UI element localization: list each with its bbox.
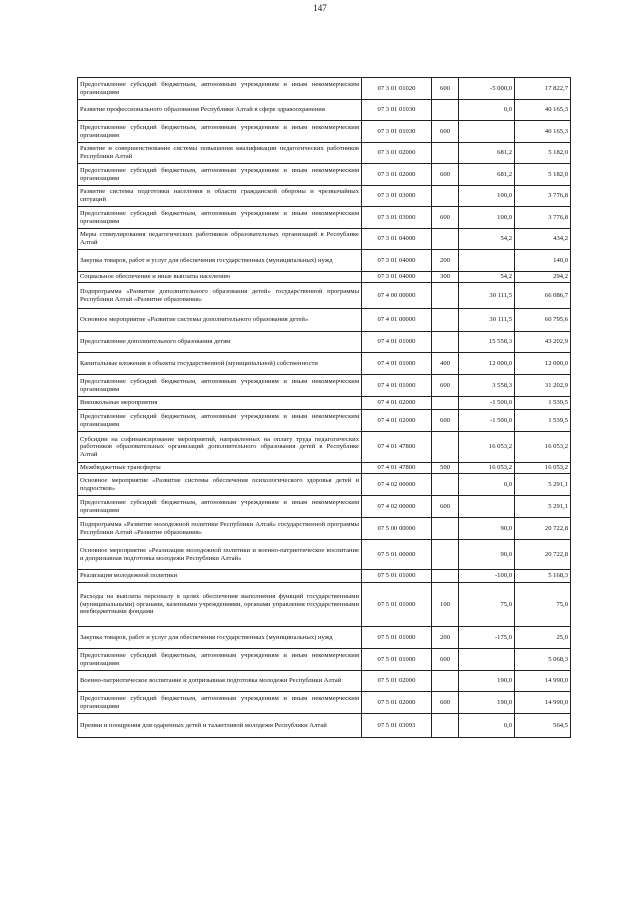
row-total: 5 182,0 xyxy=(515,143,571,164)
row-expense-type: 600 xyxy=(432,78,459,100)
row-total: 14 990,0 xyxy=(515,692,571,714)
row-total: 17 822,7 xyxy=(515,78,571,100)
row-total: 3 776,8 xyxy=(515,186,571,207)
row-code: 07 3 01 03000 xyxy=(362,186,432,207)
row-code: 07 5 01 02000 xyxy=(362,692,432,714)
row-total: 294,2 xyxy=(515,272,571,283)
row-name: Развитие системы подготовки населения в области гражданской обороны и чрезвычайных ситуаций xyxy=(78,186,362,207)
row-code: 07 3 01 04000 xyxy=(362,272,432,283)
table-row xyxy=(78,353,571,375)
row-change: -5 000,0 xyxy=(459,78,515,100)
row-expense-type xyxy=(432,309,459,332)
row-total: 40 165,3 xyxy=(515,100,571,121)
row-change: 75,0 xyxy=(459,583,515,627)
row-name: Основное мероприятие «Развитие системы обеспечения психологического здоровья детей и подростков» xyxy=(78,474,362,496)
table-row xyxy=(78,250,571,272)
row-expense-type: 600 xyxy=(432,375,459,397)
row-code: 07 5 01 01000 xyxy=(362,649,432,671)
row-name: Межбюджетные трансферты xyxy=(78,463,362,474)
row-code: 07 3 01 04000 xyxy=(362,250,432,272)
row-change: -100,0 xyxy=(459,570,515,583)
row-change: 100,0 xyxy=(459,207,515,229)
row-expense-type: 300 xyxy=(432,272,459,283)
row-total: 3 776,8 xyxy=(515,207,571,229)
row-expense-type xyxy=(432,186,459,207)
row-expense-type: 600 xyxy=(432,164,459,186)
row-total: 1 539,5 xyxy=(515,410,571,432)
row-total: 14 990,0 xyxy=(515,671,571,692)
row-name: Закупка товаров, работ и услуг для обеспечения государственных (муниципальных) нужд xyxy=(78,627,362,649)
row-expense-type: 600 xyxy=(432,692,459,714)
row-name: Предоставление дополнительного образования детям xyxy=(78,332,362,353)
row-expense-type xyxy=(432,432,459,463)
row-code: 07 4 01 47800 xyxy=(362,463,432,474)
table-row xyxy=(78,283,571,309)
row-total: 1 539,5 xyxy=(515,397,571,410)
row-name: Меры стимулирования педагогических работников образовательных организаций в Республике Алтай xyxy=(78,229,362,250)
row-code: 07 3 01 02000 xyxy=(362,143,432,164)
row-expense-type: 600 xyxy=(432,121,459,143)
row-name: Предоставление субсидий бюджетным, автономным учреждениям и иным некоммерческим организациям xyxy=(78,121,362,143)
row-name: Предоставление субсидий бюджетным, автономным учреждениям и иным некоммерческим организациям xyxy=(78,496,362,518)
row-name: Предоставление субсидий бюджетным, автономным учреждениям и иным некоммерческим организациям xyxy=(78,649,362,671)
row-code: 07 5 01 01000 xyxy=(362,627,432,649)
row-change xyxy=(459,649,515,671)
table-row xyxy=(78,375,571,397)
row-change: 0,0 xyxy=(459,474,515,496)
table-row xyxy=(78,671,571,692)
row-total: 12 000,0 xyxy=(515,353,571,375)
row-change xyxy=(459,121,515,143)
row-code: 07 3 01 01020 xyxy=(362,78,432,100)
table-row xyxy=(78,496,571,518)
row-total: 40 165,3 xyxy=(515,121,571,143)
row-change: 90,0 xyxy=(459,518,515,540)
table-row xyxy=(78,518,571,540)
table-row xyxy=(78,474,571,496)
row-name: Капитальные вложения в объекты государственной (муниципальной) собственности xyxy=(78,353,362,375)
row-name: Основное мероприятие «Развитие системы дополнительного образования детей» xyxy=(78,309,362,332)
row-total: 66 086,7 xyxy=(515,283,571,309)
table-row xyxy=(78,332,571,353)
row-name: Развитие и совершенствование системы повышения квалификации педагогических работников Республики Алтай xyxy=(78,143,362,164)
row-code: 07 5 01 00000 xyxy=(362,540,432,570)
row-total: 20 722,8 xyxy=(515,540,571,570)
row-code: 07 5 01 01000 xyxy=(362,570,432,583)
row-code: 07 5 01 02000 xyxy=(362,671,432,692)
row-code: 07 5 01 03093 xyxy=(362,714,432,738)
row-total: 5 068,3 xyxy=(515,649,571,671)
table-row xyxy=(78,432,571,463)
row-code: 07 5 01 01000 xyxy=(362,583,432,627)
row-expense-type xyxy=(432,714,459,738)
row-total: 5 182,0 xyxy=(515,164,571,186)
row-code: 07 3 01 01030 xyxy=(362,121,432,143)
row-name: Развитие профессионального образования Республики Алтай в сфере здравоохранения xyxy=(78,100,362,121)
row-expense-type xyxy=(432,332,459,353)
row-code: 07 5 00 00000 xyxy=(362,518,432,540)
row-name: Предоставление субсидий бюджетным, автономным учреждениям и иным некоммерческим организациям xyxy=(78,375,362,397)
row-change: 681,2 xyxy=(459,143,515,164)
table-row xyxy=(78,540,571,570)
row-code: 07 4 01 02000 xyxy=(362,397,432,410)
row-name: Расходы на выплаты персоналу в целях обеспечения выполнения функций государственными (муниципальными) органами, казенными учреждениями, органами управления государственными внебюджетными фондами xyxy=(78,583,362,627)
table-row xyxy=(78,186,571,207)
row-total: 20 722,8 xyxy=(515,518,571,540)
row-total: 140,0 xyxy=(515,250,571,272)
table-row xyxy=(78,272,571,283)
row-total: 5 168,3 xyxy=(515,570,571,583)
table-row xyxy=(78,692,571,714)
row-name: Военно-патриотическое воспитание и допризывная подготовка молодежи Республики Алтай xyxy=(78,671,362,692)
row-total: 31 202,9 xyxy=(515,375,571,397)
table-row xyxy=(78,714,571,738)
row-name: Социальное обеспечение и иные выплаты населению xyxy=(78,272,362,283)
row-total: 43 202,9 xyxy=(515,332,571,353)
row-code: 07 4 02 00000 xyxy=(362,474,432,496)
row-name: Основное мероприятие «Реализация молодежной политики и военно-патриотическое воспитание и допризывная подготовка молодежи Республики Алтай» xyxy=(78,540,362,570)
table-row xyxy=(78,229,571,250)
row-total: 16 053,2 xyxy=(515,463,571,474)
row-name: Предоставление субсидий бюджетным, автономным учреждениям и иным некоммерческим организациям xyxy=(78,78,362,100)
row-total: 75,0 xyxy=(515,583,571,627)
row-change: 12 000,0 xyxy=(459,353,515,375)
row-expense-type: 100 xyxy=(432,583,459,627)
row-name: Подпрограмма «Развитие дополнительного образования детей» государственной программы Республики Алтай «Развитие образования» xyxy=(78,283,362,309)
row-name: Закупка товаров, работ и услуг для обеспечения государственных (муниципальных) нужд xyxy=(78,250,362,272)
row-expense-type: 200 xyxy=(432,627,459,649)
row-code: 07 4 00 00000 xyxy=(362,283,432,309)
row-change: 16 053,2 xyxy=(459,432,515,463)
row-change: 16 053,2 xyxy=(459,463,515,474)
row-change: 0,0 xyxy=(459,100,515,121)
row-code: 07 3 01 02000 xyxy=(362,164,432,186)
row-code: 07 4 01 00000 xyxy=(362,309,432,332)
row-name: Предоставление субсидий бюджетным, автономным учреждениям и иным некоммерческим организациям xyxy=(78,164,362,186)
row-change: 681,2 xyxy=(459,164,515,186)
row-change: 190,0 xyxy=(459,692,515,714)
row-name: Реализация молодежной политики xyxy=(78,570,362,583)
row-name: Внешкольные мероприятия xyxy=(78,397,362,410)
row-change: 190,0 xyxy=(459,671,515,692)
row-change: 54,2 xyxy=(459,229,515,250)
row-change: -175,0 xyxy=(459,627,515,649)
row-expense-type xyxy=(432,229,459,250)
row-total: 5 291,1 xyxy=(515,474,571,496)
row-total: 564,5 xyxy=(515,714,571,738)
row-change: 90,0 xyxy=(459,540,515,570)
row-change: 30 111,5 xyxy=(459,283,515,309)
row-code: 07 4 01 47800 xyxy=(362,432,432,463)
row-expense-type xyxy=(432,540,459,570)
row-total: 16 053,2 xyxy=(515,432,571,463)
budget-table xyxy=(77,77,571,738)
row-code: 07 4 01 01000 xyxy=(362,332,432,353)
row-expense-type: 600 xyxy=(432,410,459,432)
row-code: 07 3 01 03000 xyxy=(362,207,432,229)
row-expense-type: 600 xyxy=(432,207,459,229)
table-row xyxy=(78,78,571,100)
row-name: Предоставление субсидий бюджетным, автономным учреждениям и иным некоммерческим организациям xyxy=(78,207,362,229)
row-expense-type xyxy=(432,518,459,540)
row-name: Премии и поощрения для одаренных детей и талантливой молодежи Республики Алтай xyxy=(78,714,362,738)
budget-table-body xyxy=(78,78,571,738)
table-row xyxy=(78,570,571,583)
row-code: 07 4 01 01000 xyxy=(362,353,432,375)
row-total: 25,0 xyxy=(515,627,571,649)
row-name: Предоставление субсидий бюджетным, автономным учреждениям и иным некоммерческим организациям xyxy=(78,692,362,714)
row-total: 60 795,6 xyxy=(515,309,571,332)
row-expense-type: 600 xyxy=(432,496,459,518)
row-change: -1 500,0 xyxy=(459,410,515,432)
table-row xyxy=(78,583,571,627)
row-code: 07 4 01 01000 xyxy=(362,375,432,397)
table-row xyxy=(78,649,571,671)
row-change xyxy=(459,250,515,272)
row-code: 07 4 01 02000 xyxy=(362,410,432,432)
row-total: 5 291,1 xyxy=(515,496,571,518)
row-change: 100,0 xyxy=(459,186,515,207)
table-row xyxy=(78,309,571,332)
table-row xyxy=(78,121,571,143)
row-expense-type xyxy=(432,671,459,692)
row-change: 3 558,3 xyxy=(459,375,515,397)
row-expense-type xyxy=(432,570,459,583)
row-expense-type xyxy=(432,474,459,496)
row-change: 0,0 xyxy=(459,714,515,738)
row-total: 434,2 xyxy=(515,229,571,250)
table-row xyxy=(78,627,571,649)
row-change: -1 500,0 xyxy=(459,397,515,410)
row-name: Подпрограмма «Развитие молодежной политики Республики Алтай» государственной программы Республики Алтай «Развитие образования» xyxy=(78,518,362,540)
page-number: 147 xyxy=(313,3,327,13)
row-expense-type: 600 xyxy=(432,649,459,671)
row-code: 07 4 02 00000 xyxy=(362,496,432,518)
row-change: 15 558,3 xyxy=(459,332,515,353)
table-row xyxy=(78,463,571,474)
table-row xyxy=(78,100,571,121)
table-row xyxy=(78,410,571,432)
row-change xyxy=(459,496,515,518)
row-expense-type xyxy=(432,283,459,309)
table-row xyxy=(78,397,571,410)
row-name: Предоставление субсидий бюджетным, автономным учреждениям и иным некоммерческим организациям xyxy=(78,410,362,432)
row-change: 54,2 xyxy=(459,272,515,283)
row-change: 30 111,5 xyxy=(459,309,515,332)
row-code: 07 3 01 04000 xyxy=(362,229,432,250)
table-row xyxy=(78,143,571,164)
row-expense-type: 400 xyxy=(432,353,459,375)
row-expense-type xyxy=(432,143,459,164)
row-expense-type: 200 xyxy=(432,250,459,272)
row-code: 07 3 01 01030 xyxy=(362,100,432,121)
table-row xyxy=(78,207,571,229)
table-row xyxy=(78,164,571,186)
row-name: Субсидии на софинансирование мероприятий, направленных на оплату труда педагогических работников образовательных организаций дополнительного образования детей в Республике Алтай xyxy=(78,432,362,463)
row-expense-type: 500 xyxy=(432,463,459,474)
row-expense-type xyxy=(432,397,459,410)
row-expense-type xyxy=(432,100,459,121)
